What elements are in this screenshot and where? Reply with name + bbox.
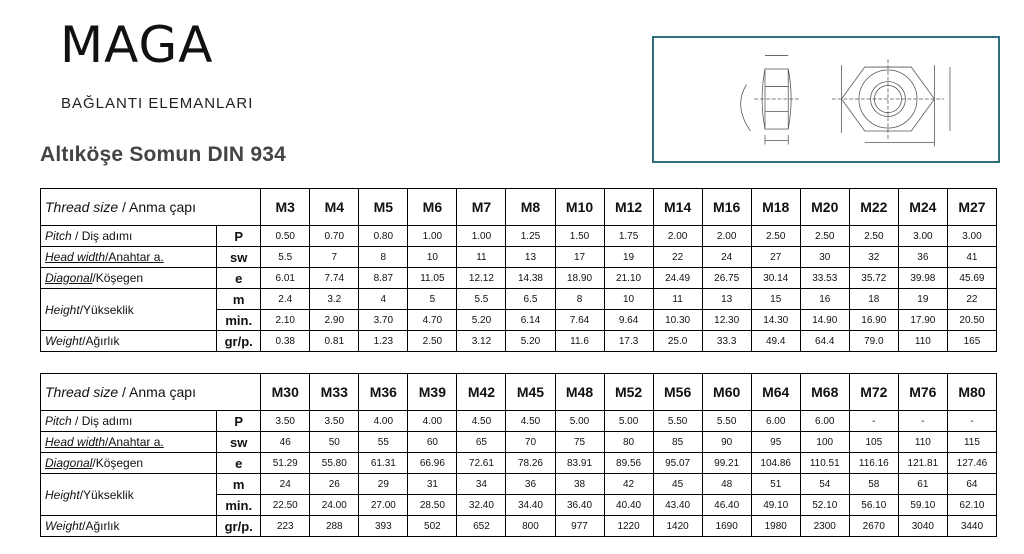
spec-table-1 (40, 188, 997, 352)
height-en: Height (45, 487, 80, 502)
pitch-cell: 3.50 (310, 411, 359, 432)
head-width-cell: 17 (555, 247, 604, 268)
weight-unit: gr/p. (217, 516, 261, 537)
pitch-en: Pitch (45, 414, 72, 428)
size-cell: M7 (457, 189, 506, 226)
height-m-cell: 64 (947, 474, 996, 495)
head-width-label (41, 432, 217, 453)
diagonal-cell: 104.86 (751, 453, 800, 474)
height-m-cell: 5.5 (457, 289, 506, 310)
size-cell: M33 (310, 374, 359, 411)
pitch-cell: 5.00 (604, 411, 653, 432)
weight-cell: 2300 (800, 516, 849, 537)
height-min-cell: 32.40 (457, 495, 506, 516)
head-width-en: Head width (45, 250, 106, 264)
weight-cell: 2.50 (408, 331, 457, 352)
size-cell: M14 (653, 189, 702, 226)
pitch-cell: 1.50 (555, 226, 604, 247)
head-width-cell: 36 (898, 247, 947, 268)
height-min-cell: 20.50 (947, 310, 996, 331)
height-m-cell: 61 (898, 474, 947, 495)
size-cell: M64 (751, 374, 800, 411)
head-width-unit: sw (217, 432, 261, 453)
height-min-cell: 62.10 (947, 495, 996, 516)
height-min-cell: 34.40 (506, 495, 555, 516)
pitch-cell: 6.00 (751, 411, 800, 432)
height-min-cell: 59.10 (898, 495, 947, 516)
diagonal-cell: 55.80 (310, 453, 359, 474)
logo: MAGA (60, 16, 214, 74)
height-min-cell: 16.90 (849, 310, 898, 331)
height-min-cell: 46.40 (702, 495, 751, 516)
height-min-cell: 14.90 (800, 310, 849, 331)
pitch-cell: 0.80 (359, 226, 408, 247)
weight-cell: 502 (408, 516, 457, 537)
height-m-cell: 22 (947, 289, 996, 310)
height-min-unit: min. (217, 495, 261, 516)
pitch-cell: 2.50 (751, 226, 800, 247)
table-row (41, 331, 997, 352)
pitch-cell: 5.50 (653, 411, 702, 432)
pitch-unit: P (217, 226, 261, 247)
height-min-cell: 2.90 (310, 310, 359, 331)
height-m-cell: 11 (653, 289, 702, 310)
height-m-cell: 3.2 (310, 289, 359, 310)
head-width-cell: 110 (898, 432, 947, 453)
height-m-cell: 15 (751, 289, 800, 310)
size-cell: M12 (604, 189, 653, 226)
head-width-cell: 50 (310, 432, 359, 453)
hex-nut-drawing (654, 38, 998, 161)
height-m-cell: 18 (849, 289, 898, 310)
diagonal-cell: 35.72 (849, 268, 898, 289)
weight-cell: 33.3 (702, 331, 751, 352)
diagonal-cell: 30.14 (751, 268, 800, 289)
height-min-unit: min. (217, 310, 261, 331)
weight-cell: 0.81 (310, 331, 359, 352)
diagonal-cell: 18.90 (555, 268, 604, 289)
size-cell: M52 (604, 374, 653, 411)
table-row (41, 432, 997, 453)
weight-cell: 393 (359, 516, 408, 537)
diagonal-cell: 33.53 (800, 268, 849, 289)
height-min-cell: 40.40 (604, 495, 653, 516)
height-min-cell: 28.50 (408, 495, 457, 516)
head-width-cell: 85 (653, 432, 702, 453)
weight-cell: 11.6 (555, 331, 604, 352)
size-cell: M22 (849, 189, 898, 226)
height-m-cell: 4 (359, 289, 408, 310)
pitch-cell: 1.00 (457, 226, 506, 247)
diagonal-cell: 95.07 (653, 453, 702, 474)
height-min-cell: 27.00 (359, 495, 408, 516)
size-cell: M3 (261, 189, 310, 226)
height-m-cell: 31 (408, 474, 457, 495)
head-width-cell: 41 (947, 247, 996, 268)
table-row (41, 247, 997, 268)
height-m-cell: 10 (604, 289, 653, 310)
pitch-unit: P (217, 411, 261, 432)
height-min-cell: 3.70 (359, 310, 408, 331)
weight-cell: 3440 (947, 516, 996, 537)
size-cell: M72 (849, 374, 898, 411)
table-row (41, 411, 997, 432)
table-row (41, 268, 997, 289)
height-label (41, 474, 217, 516)
diagonal-cell: 66.96 (408, 453, 457, 474)
weight-cell: 223 (261, 516, 310, 537)
height-label (41, 289, 217, 331)
weight-unit: gr/p. (217, 331, 261, 352)
size-cell: M76 (898, 374, 947, 411)
pitch-cell: 4.50 (506, 411, 555, 432)
weight-tr: /Ağırlık (82, 519, 120, 533)
weight-cell: 0.38 (261, 331, 310, 352)
table-row (41, 474, 997, 495)
logo-subtitle: BAĞLANTI ELEMANLARI (61, 95, 254, 112)
weight-cell: 2670 (849, 516, 898, 537)
diagonal-cell: 24.49 (653, 268, 702, 289)
head-width-cell: 95 (751, 432, 800, 453)
height-min-cell: 56.10 (849, 495, 898, 516)
pitch-tr: / Diş adımı (71, 414, 133, 428)
head-width-en: Head width (45, 435, 106, 449)
head-width-cell: 30 (800, 247, 849, 268)
size-cell: M80 (947, 374, 996, 411)
diagonal-cell: 83.91 (555, 453, 604, 474)
size-cell: M6 (408, 189, 457, 226)
head-width-cell: 115 (947, 432, 996, 453)
weight-cell: 79.0 (849, 331, 898, 352)
head-width-cell: 19 (604, 247, 653, 268)
technical-drawing (652, 36, 1000, 163)
pitch-cell: 4.50 (457, 411, 506, 432)
weight-en: Weight (45, 334, 83, 348)
height-m-unit: m (217, 474, 261, 495)
weight-cell: 1.23 (359, 331, 408, 352)
diagonal-unit: e (217, 268, 261, 289)
height-m-unit: m (217, 289, 261, 310)
thread-size-header (41, 189, 261, 226)
pitch-cell: - (849, 411, 898, 432)
pitch-cell: 6.00 (800, 411, 849, 432)
diagonal-cell: 14.38 (506, 268, 555, 289)
thread-size-header (41, 374, 261, 411)
height-m-cell: 42 (604, 474, 653, 495)
diagonal-cell: 99.21 (702, 453, 751, 474)
head-width-cell: 105 (849, 432, 898, 453)
weight-cell: 3.12 (457, 331, 506, 352)
spec-table-2 (40, 373, 997, 537)
size-cell: M36 (359, 374, 408, 411)
diagonal-cell: 11.05 (408, 268, 457, 289)
weight-cell: 1420 (653, 516, 702, 537)
diagonal-cell: 61.31 (359, 453, 408, 474)
height-min-cell: 12.30 (702, 310, 751, 331)
pitch-cell: 3.00 (947, 226, 996, 247)
pitch-cell: 0.70 (310, 226, 359, 247)
weight-cell: 64.4 (800, 331, 849, 352)
weight-cell: 977 (555, 516, 604, 537)
pitch-label (41, 226, 217, 247)
size-cell: M56 (653, 374, 702, 411)
thread-size-en: Thread size (45, 199, 119, 215)
height-m-cell: 29 (359, 474, 408, 495)
pitch-en: Pitch (45, 229, 72, 243)
head-width-cell: 24 (702, 247, 751, 268)
pitch-cell: 0.50 (261, 226, 310, 247)
size-cell: M20 (800, 189, 849, 226)
head-width-cell: 22 (653, 247, 702, 268)
height-m-cell: 38 (555, 474, 604, 495)
size-cell: M48 (555, 374, 604, 411)
pitch-cell: 1.25 (506, 226, 555, 247)
diagonal-cell: 21.10 (604, 268, 653, 289)
pitch-cell: 5.50 (702, 411, 751, 432)
height-min-cell: 22.50 (261, 495, 310, 516)
height-m-cell: 58 (849, 474, 898, 495)
diagonal-cell: 78.26 (506, 453, 555, 474)
pitch-cell: 3.50 (261, 411, 310, 432)
pitch-cell: 2.00 (653, 226, 702, 247)
pitch-cell: 5.00 (555, 411, 604, 432)
head-width-cell: 7 (310, 247, 359, 268)
head-width-cell: 100 (800, 432, 849, 453)
weight-cell: 25.0 (653, 331, 702, 352)
thread-size-tr: / Anma çapı (118, 199, 196, 215)
size-cell: M30 (261, 374, 310, 411)
size-cell: M60 (702, 374, 751, 411)
height-m-cell: 34 (457, 474, 506, 495)
weight-cell: 110 (898, 331, 947, 352)
height-m-cell: 8 (555, 289, 604, 310)
head-width-unit: sw (217, 247, 261, 268)
diagonal-cell: 7.74 (310, 268, 359, 289)
head-width-cell: 13 (506, 247, 555, 268)
height-min-cell: 43.40 (653, 495, 702, 516)
diagonal-cell: 26.75 (702, 268, 751, 289)
head-width-cell: 32 (849, 247, 898, 268)
height-min-cell: 4.70 (408, 310, 457, 331)
diagonal-cell: 39.98 (898, 268, 947, 289)
height-m-cell: 48 (702, 474, 751, 495)
size-cell: M24 (898, 189, 947, 226)
height-m-cell: 45 (653, 474, 702, 495)
height-tr: /Yükseklik (79, 487, 134, 502)
head-width-cell: 5.5 (261, 247, 310, 268)
size-cell: M16 (702, 189, 751, 226)
height-min-cell: 17.90 (898, 310, 947, 331)
weight-cell: 3040 (898, 516, 947, 537)
height-min-cell: 2.10 (261, 310, 310, 331)
size-cell: M10 (555, 189, 604, 226)
height-min-cell: 24.00 (310, 495, 359, 516)
pitch-cell: 2.50 (849, 226, 898, 247)
weight-cell: 17.3 (604, 331, 653, 352)
table-row (41, 189, 997, 226)
head-width-cell: 46 (261, 432, 310, 453)
weight-cell: 800 (506, 516, 555, 537)
diagonal-cell: 72.61 (457, 453, 506, 474)
weight-tr: /Ağırlık (82, 334, 120, 348)
height-min-cell: 36.40 (555, 495, 604, 516)
thread-size-tr: / Anma çapı (118, 384, 196, 400)
height-min-cell: 5.20 (457, 310, 506, 331)
pitch-label (41, 411, 217, 432)
height-m-cell: 24 (261, 474, 310, 495)
diagonal-label (41, 453, 217, 474)
weight-cell: 1980 (751, 516, 800, 537)
height-m-cell: 2.4 (261, 289, 310, 310)
height-min-cell: 52.10 (800, 495, 849, 516)
height-m-cell: 5 (408, 289, 457, 310)
head-width-cell: 8 (359, 247, 408, 268)
size-cell: M45 (506, 374, 555, 411)
table-row (41, 374, 997, 411)
diagonal-cell: 110.51 (800, 453, 849, 474)
diagonal-tr: /Köşegen (92, 456, 144, 470)
pitch-tr: / Diş adımı (71, 229, 133, 243)
size-cell: M5 (359, 189, 408, 226)
diagonal-cell: 12.12 (457, 268, 506, 289)
size-cell: M8 (506, 189, 555, 226)
height-m-cell: 6.5 (506, 289, 555, 310)
height-m-cell: 54 (800, 474, 849, 495)
head-width-cell: 90 (702, 432, 751, 453)
head-width-cell: 65 (457, 432, 506, 453)
pitch-cell: - (898, 411, 947, 432)
height-min-cell: 14.30 (751, 310, 800, 331)
diagonal-en: Diagonal (45, 456, 93, 470)
diagonal-cell: 121.81 (898, 453, 947, 474)
size-cell: M42 (457, 374, 506, 411)
height-tr: /Yükseklik (79, 302, 134, 317)
head-width-cell: 10 (408, 247, 457, 268)
head-width-cell: 55 (359, 432, 408, 453)
product-title: Altıköşe Somun DIN 934 (40, 143, 286, 166)
pitch-cell: 4.00 (359, 411, 408, 432)
weight-label (41, 331, 217, 352)
diagonal-cell: 116.16 (849, 453, 898, 474)
height-min-cell: 7.64 (555, 310, 604, 331)
head-width-cell: 27 (751, 247, 800, 268)
weight-en: Weight (45, 519, 83, 533)
weight-cell: 288 (310, 516, 359, 537)
diagonal-cell: 51.29 (261, 453, 310, 474)
height-m-cell: 36 (506, 474, 555, 495)
diagonal-cell: 8.87 (359, 268, 408, 289)
weight-label (41, 516, 217, 537)
height-en: Height (45, 302, 80, 317)
weight-cell: 5.20 (506, 331, 555, 352)
head-width-cell: 11 (457, 247, 506, 268)
diagonal-label (41, 268, 217, 289)
pitch-cell: 1.75 (604, 226, 653, 247)
diagonal-tr: /Köşegen (92, 271, 144, 285)
table-row (41, 289, 997, 310)
height-m-cell: 26 (310, 474, 359, 495)
size-cell: M68 (800, 374, 849, 411)
pitch-cell: 3.00 (898, 226, 947, 247)
size-cell: M4 (310, 189, 359, 226)
head-width-cell: 80 (604, 432, 653, 453)
pitch-cell: 4.00 (408, 411, 457, 432)
pitch-cell: 1.00 (408, 226, 457, 247)
pitch-cell: 2.00 (702, 226, 751, 247)
size-cell: M18 (751, 189, 800, 226)
table-row (41, 226, 997, 247)
weight-cell: 652 (457, 516, 506, 537)
height-m-cell: 51 (751, 474, 800, 495)
height-min-cell: 49.10 (751, 495, 800, 516)
size-cell: M27 (947, 189, 996, 226)
diagonal-cell: 6.01 (261, 268, 310, 289)
head-width-cell: 70 (506, 432, 555, 453)
height-m-cell: 16 (800, 289, 849, 310)
diagonal-en: Diagonal (45, 271, 93, 285)
diagonal-unit: e (217, 453, 261, 474)
size-cell: M39 (408, 374, 457, 411)
head-width-label (41, 247, 217, 268)
head-width-cell: 75 (555, 432, 604, 453)
diagonal-cell: 89.56 (604, 453, 653, 474)
head-width-tr: /Anahtar a. (105, 435, 164, 449)
height-min-cell: 6.14 (506, 310, 555, 331)
height-min-cell: 9.64 (604, 310, 653, 331)
height-m-cell: 19 (898, 289, 947, 310)
thread-size-en: Thread size (45, 384, 119, 400)
height-m-cell: 13 (702, 289, 751, 310)
diagonal-cell: 45.69 (947, 268, 996, 289)
weight-cell: 49.4 (751, 331, 800, 352)
height-min-cell: 10.30 (653, 310, 702, 331)
table-row (41, 516, 997, 537)
pitch-cell: 2.50 (800, 226, 849, 247)
diagonal-cell: 127.46 (947, 453, 996, 474)
weight-cell: 1220 (604, 516, 653, 537)
weight-cell: 1690 (702, 516, 751, 537)
head-width-tr: /Anahtar a. (105, 250, 164, 264)
weight-cell: 165 (947, 331, 996, 352)
table-row (41, 453, 997, 474)
head-width-cell: 60 (408, 432, 457, 453)
pitch-cell: - (947, 411, 996, 432)
